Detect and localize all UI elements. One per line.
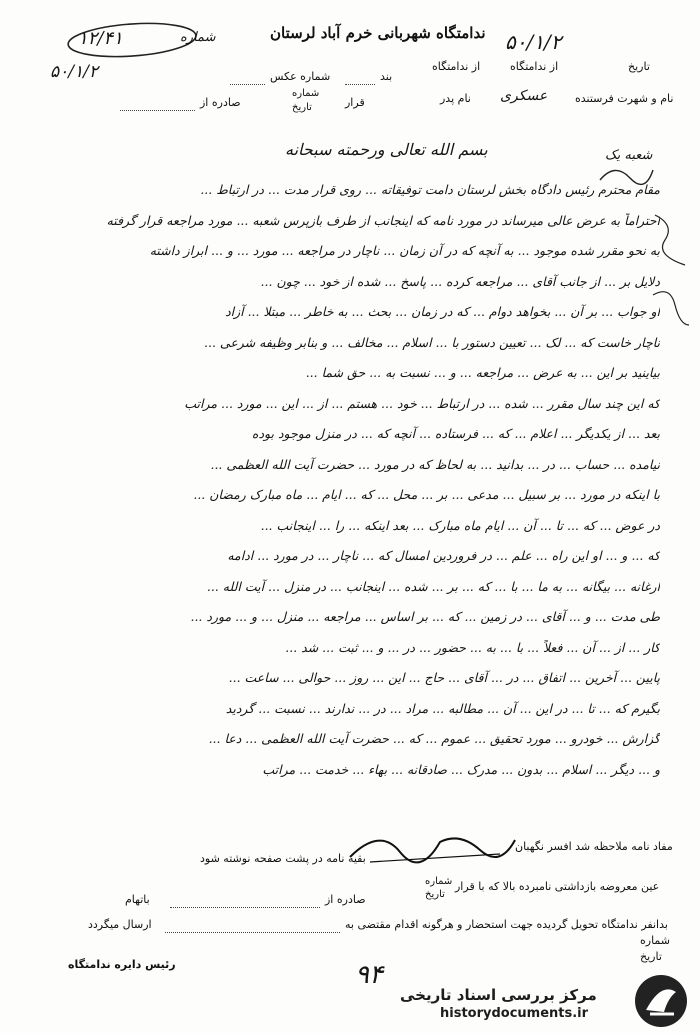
subject: شعبه یک	[605, 148, 653, 163]
letter-line: دلایل بر ... از جانب آقای ... مراجعه کرده ... پاسخ ... شده از خود ... چون ...	[260, 273, 660, 289]
photo-line	[230, 84, 265, 85]
issued-line	[120, 110, 195, 111]
footer-number2-label: شماره	[640, 934, 671, 947]
remaining-note: بقیه نامه در پشت صفحه نوشته شود	[200, 852, 366, 865]
page-number: ۹۴	[355, 960, 383, 990]
date-label: تاریخ	[628, 60, 650, 73]
send-label: ارسال میگردد	[88, 918, 152, 931]
to-label: از ندامتگاه	[432, 60, 481, 73]
footer-date-label: تاریخ	[425, 889, 445, 900]
ward-label: بند	[380, 70, 393, 83]
letter-line: نیامده ... حساب ... در ... بدانید ... به لحاظ که در مورد ... حضرت آیت الله العظمی ...	[210, 456, 660, 472]
charge-label: باتهام	[125, 893, 150, 906]
letter-line: بیاینید بر این ... به عرض ... مراجعه ... و ... نسبت به ... حق شما ...	[305, 365, 660, 380]
margin-scribble	[645, 205, 695, 345]
letter-line: پایین ... آخرین ... اتفاق ... در ... آقای ... حاج ... این ... روز ... حوالی ... ساعت ...	[228, 670, 660, 685]
letter-line: در عوض ... که ... تا ... آن ... ایام ماه مبارک ... بعد اینکه ... را ... اینجانب ...	[260, 517, 660, 533]
footer-date2-label: تاریخ	[640, 950, 662, 963]
photo-label: شماره عکس	[270, 70, 331, 83]
letter-line: طی مدت ... و ... آقای ... در زمین ... که ... بر اساس ... مراجعه ... منزل ... و ... مورد ...	[190, 609, 660, 624]
letter-line: ناچار خاست که ... لک ... تعیین دستور با ... اسلام ... مخالف ... و بنابر وظیفه شرعی ...	[204, 334, 660, 350]
letter-line: او جواب ... بر آن ... بخواهد دوام ... که در زمان ... بحث ... به خاطر ... مبتلا ... آزاد	[225, 304, 660, 319]
letter-line: بعد ... از یکدیگر ... اعلام ... که ... فرستاده ... آنچه که ... در منزل موجود بوده	[251, 426, 660, 441]
corner-number-label: شماره	[180, 30, 216, 45]
footer-issued-line	[170, 907, 320, 908]
watermark-url: historydocuments.ir	[440, 1006, 589, 1021]
chief-label: رئیس دایره ندامتگاه	[68, 958, 176, 971]
number-label: شماره	[292, 88, 320, 99]
footer-number-label: شماره	[425, 876, 453, 887]
order-label: قرار	[345, 96, 365, 109]
summary-text: عین معروضه بازداشتی نامبرده بالا که با قرار	[455, 880, 660, 893]
attestation-text: مفاد نامه ملاحظه شد افسر نگهبان	[515, 840, 673, 853]
letter-line: که این چند سال مقرر ... شده ... در ارتباط ... خود ... هستم ... از ... این ... مورد ... مراتب	[184, 395, 660, 411]
salutation: بسم الله تعالی ورحمته سبحانه	[285, 140, 488, 159]
officer-signature	[340, 822, 520, 872]
sender-label: نام و شهرت فرستنده	[575, 92, 674, 105]
letter-line: که ... و ... او این راه ... علم ... در فروردین امسال که ... ناچار ... در مورد ... ادامه	[227, 548, 660, 563]
sender-value: عسکری	[500, 88, 548, 104]
corner-number: ۱۲/۴۱	[78, 28, 123, 49]
reference-number: ۵۰/۱/۲	[505, 30, 562, 54]
issued-label: صادره از	[200, 96, 241, 109]
from-label: از ندامتگاه	[510, 60, 559, 73]
letter-line: احتراماً به عرض عالی میرساند در مورد نامه که اینجانب از طرف بازپرس شعبه ... مورد مراجعه قرار گرفته	[106, 212, 660, 228]
letter-line: به نحو مقرر شده موجود ... به آنچه که در آن زمان ... ناچار در مراجعه ... مورد ... و ... ابراز داشته	[149, 243, 660, 258]
footer-issued-label: صادره از	[325, 893, 366, 906]
forward-text: بدانفر ندامتگاه تحویل گردیده جهت استحضار و هرگونه اقدام مقتضی به	[345, 918, 668, 931]
ward-line	[345, 84, 375, 85]
watermark-center-name: مرکز بررسی اسناد تاریخی	[400, 986, 597, 1004]
letter-line: مقام محترم رئیس دادگاه بخش لرستان دامت توفیقاته ... روی قرار مدت ... در ارتباط ...	[200, 182, 660, 197]
letter-line: گزارش ... خودرو ... مورد تحقیق ... عموم ... که ... حضرت آیت الله العظمی ... دعا ...	[208, 731, 660, 746]
letter-line: کار ... از ... آن ... فعلاً ... با ... به ... حضور ... در ... و ... ثبت ... شد ...	[285, 639, 660, 655]
letter-line: ارغانه ... بیگانه ... به ما ... با ... که ... بر ... شده ... اینجانب ... در منزل ... آیت الله ...	[206, 578, 660, 594]
archive-logo-icon	[632, 972, 690, 1030]
letter-line: با اینکه در مورد ... بر سبیل ... مدعی ... بر ... محل ... که ... ایام ... ماه مبارک رمضان ...	[193, 487, 660, 502]
forward-line	[165, 932, 340, 933]
letter-line: و ... دیگر ... اسلام ... بدون ... مدرک ... صادقانه ... بهاء ... خدمت ... مراتب	[262, 761, 660, 777]
father-label: نام پدر	[440, 92, 471, 105]
date2-label: تاریخ	[292, 102, 312, 113]
corner-date: ۵۰/۱/۲	[50, 62, 98, 82]
org-title: ندامتگاه شهربانی خرم آباد لرستان	[270, 24, 486, 42]
letter-line: بگیرم که ... تا ... در این ... آن ... مطالبه ... مراد ... در ... ندارند ... نسبت ... گردید	[225, 700, 660, 716]
